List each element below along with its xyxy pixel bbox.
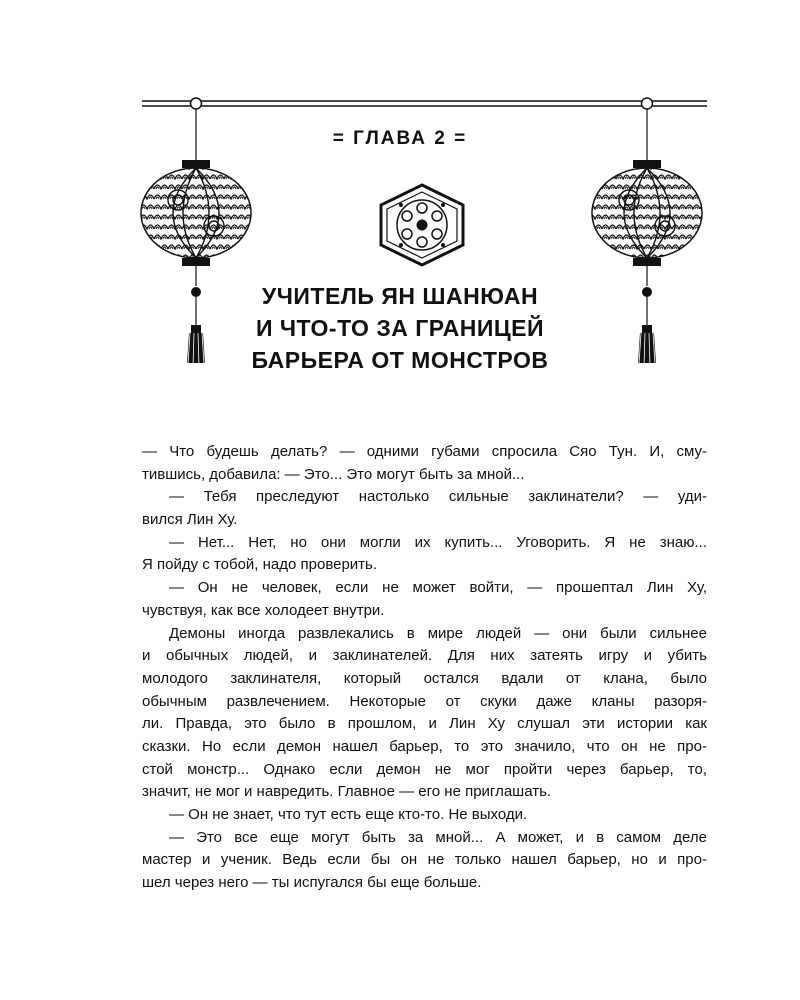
text-line: тившись, добавила: — Это... Это могут быть за мной... (142, 465, 525, 483)
text-line: — Это все еще могут быть за мной... А может, и в самом деле (169, 828, 707, 846)
text-line: Демоны иногда развлекались в мире людей — они были сильнее (169, 624, 707, 642)
text-line: молодого заклинателя, который остался вдали от клана, было (142, 669, 707, 687)
text-line: Я пойду с тобой, надо проверить. (142, 556, 378, 574)
chapter-title (230, 280, 570, 376)
chapter-body-text (142, 441, 707, 895)
chapter-title-line: БАРЬЕРА ОТ МОНСТРОВ (251, 347, 549, 373)
text-line: стой монстр... Однако если демон не мог пройти через барьер, то, (142, 760, 707, 778)
text-line: мастер и ученик. Ведь если бы он не только нашел барьер, но и про- (142, 851, 707, 869)
chapter-title-line: И ЧТО-ТО ЗА ГРАНИЦЕЙ (255, 315, 545, 341)
chapter-label: = ГЛАВА 2 = (332, 128, 468, 149)
text-line: — Нет... Нет, но они могли их купить... Уговорить. Я не знаю... (169, 533, 707, 551)
text-line: вился Лин Ху. (142, 511, 238, 529)
text-line: обычным развлечением. Некоторые от скуки даже кланы разоря- (142, 692, 707, 710)
text-line: — Тебя преследуют настолько сильные заклинатели? — уди- (169, 488, 707, 506)
text-line: сказки. Но если демон нашел барьер, то это значило, что он не про- (142, 737, 707, 755)
text-line: — Он не знает, что тут есть еще кто-то. Не выходи. (169, 806, 528, 823)
text-line: — Он не человек, если не может войти, — прошептал Лин Ху, (169, 579, 707, 597)
top-rule (142, 98, 707, 109)
text-line: и обычных людей, и заклинателей. Для них затеять игру и убить (142, 647, 707, 665)
text-line: — Что будешь делать? — одними губами спросила Сяо Тун. И, сму- (142, 443, 707, 460)
text-line: шел через него — ты испугался бы еще больше. (142, 874, 482, 892)
text-line: значит, не мог и навредить. Главное — его не приглашать. (142, 783, 552, 801)
chapter-title-line: УЧИТЕЛЬ ЯН ШАНЮАН (261, 283, 539, 309)
text-line: чувствуя, как все холодеет внутри. (142, 601, 385, 619)
text-line: ли. Правда, это было в прошлом, и Лин Ху слушал эти истории как (142, 715, 707, 733)
hexagon-flower-emblem-icon (381, 185, 463, 265)
